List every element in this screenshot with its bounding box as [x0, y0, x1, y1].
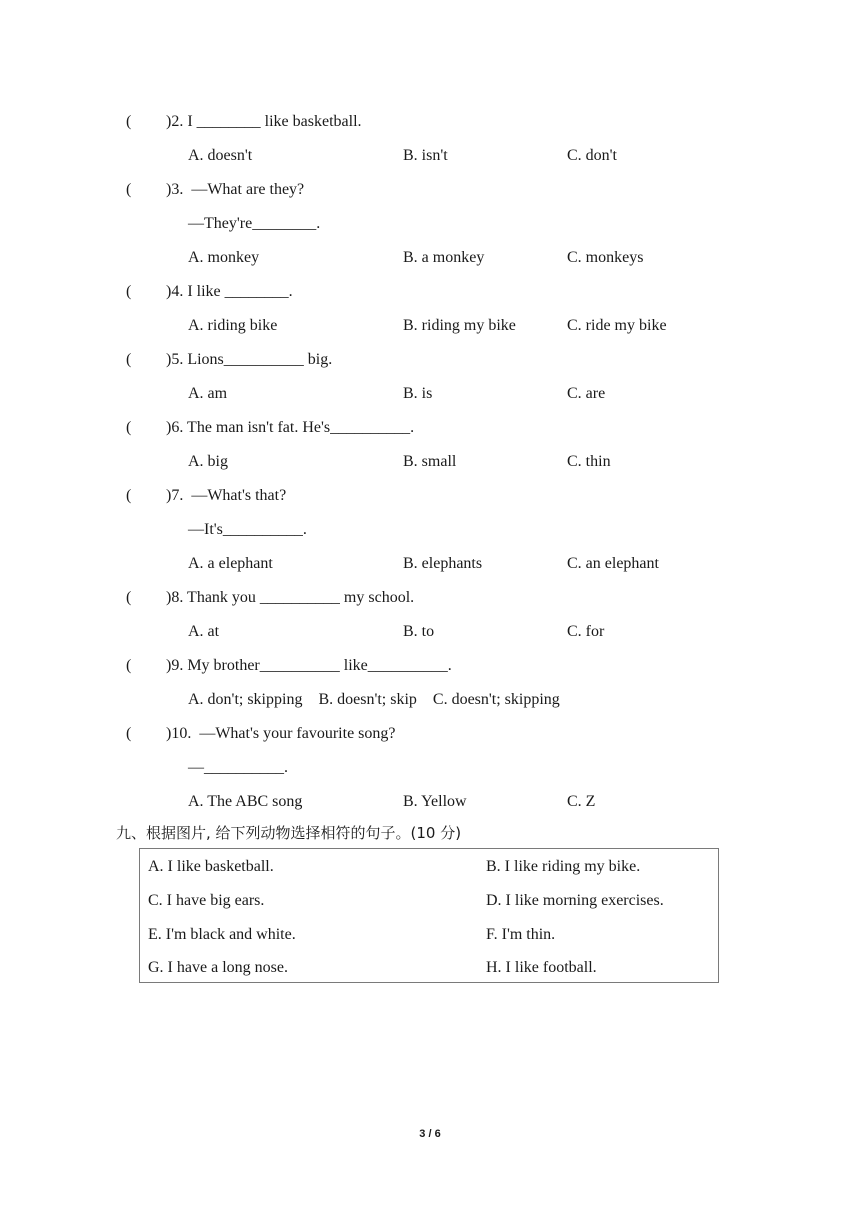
question-5-stem: )5. Lions__________ big.: [166, 351, 333, 368]
question-3-response: —They're________.: [188, 215, 321, 232]
question-7-option-a: A. a elephant: [188, 555, 273, 572]
sentence-f: F. I'm thin.: [486, 926, 556, 943]
section-9-title: 九、根据图片, 给下列动物选择相符的句子。(10 分): [116, 824, 462, 842]
question-8-option-a: A. at: [188, 623, 220, 640]
question-6-option-c: C. thin: [567, 453, 611, 470]
answer-paren: (: [126, 725, 132, 742]
answer-paren: (: [126, 657, 132, 674]
question-10-option-c: C. Z: [567, 793, 596, 810]
sentence-a: A. I like basketball.: [148, 858, 274, 875]
question-7-stem: )7. —What's that?: [166, 487, 287, 504]
question-2-option-a: A. doesn't: [188, 147, 253, 164]
answer-paren: (: [126, 351, 132, 368]
question-10-response: —__________.: [188, 759, 288, 776]
question-7-option-b: B. elephants: [403, 555, 483, 572]
question-6-option-a: A. big: [188, 453, 228, 470]
question-4-option-c: C. ride my bike: [567, 317, 667, 334]
sentence-c: C. I have big ears.: [148, 892, 265, 909]
question-4-option-b: B. riding my bike: [403, 317, 516, 334]
sentence-b: B. I like riding my bike.: [486, 858, 641, 875]
question-5-option-a: A. am: [188, 385, 228, 402]
sentence-box: [139, 848, 719, 983]
answer-paren: (: [126, 589, 132, 606]
question-3-stem: )3. —What are they?: [166, 181, 305, 198]
question-3-option-c: C. monkeys: [567, 249, 644, 266]
question-5-option-b: B. is: [403, 385, 433, 402]
question-6-stem: )6. The man isn't fat. He's__________.: [166, 419, 415, 436]
question-4-stem: )4. I like ________.: [166, 283, 293, 300]
question-8-option-b: B. to: [403, 623, 435, 640]
question-2-option-c: C. don't: [567, 147, 617, 164]
question-8-option-c: C. for: [567, 623, 605, 640]
question-7-response: —It's__________.: [188, 521, 307, 538]
question-6-option-b: B. small: [403, 453, 457, 470]
question-9-stem: )9. My brother__________ like__________.: [166, 657, 452, 674]
question-2-stem: )2. I ________ like basketball.: [166, 113, 362, 130]
question-10-option-b: B. Yellow: [403, 793, 467, 810]
question-9-options: A. don't; skipping B. doesn't; skip C. doesn't; skipping: [188, 691, 560, 708]
sentence-g: G. I have a long nose.: [148, 959, 288, 976]
page-number: 3 / 6: [419, 1128, 441, 1140]
question-3-option-b: B. a monkey: [403, 249, 485, 266]
answer-paren: (: [126, 487, 132, 504]
question-4-option-a: A. riding bike: [188, 317, 278, 334]
question-3-option-a: A. monkey: [188, 249, 260, 266]
sentence-e: E. I'm black and white.: [148, 926, 296, 943]
question-2-option-b: B. isn't: [403, 147, 448, 164]
answer-paren: (: [126, 419, 132, 436]
question-10-stem: )10. —What's your favourite song?: [166, 725, 396, 742]
sentence-d: D. I like morning exercises.: [486, 892, 664, 909]
answer-paren: (: [126, 113, 132, 130]
answer-paren: (: [126, 283, 132, 300]
answer-paren: (: [126, 181, 132, 198]
question-10-option-a: A. The ABC song: [188, 793, 303, 810]
question-8-stem: )8. Thank you __________ my school.: [166, 589, 415, 606]
question-5-option-c: C. are: [567, 385, 606, 402]
sentence-h: H. I like football.: [486, 959, 597, 976]
question-7-option-c: C. an elephant: [567, 555, 659, 572]
